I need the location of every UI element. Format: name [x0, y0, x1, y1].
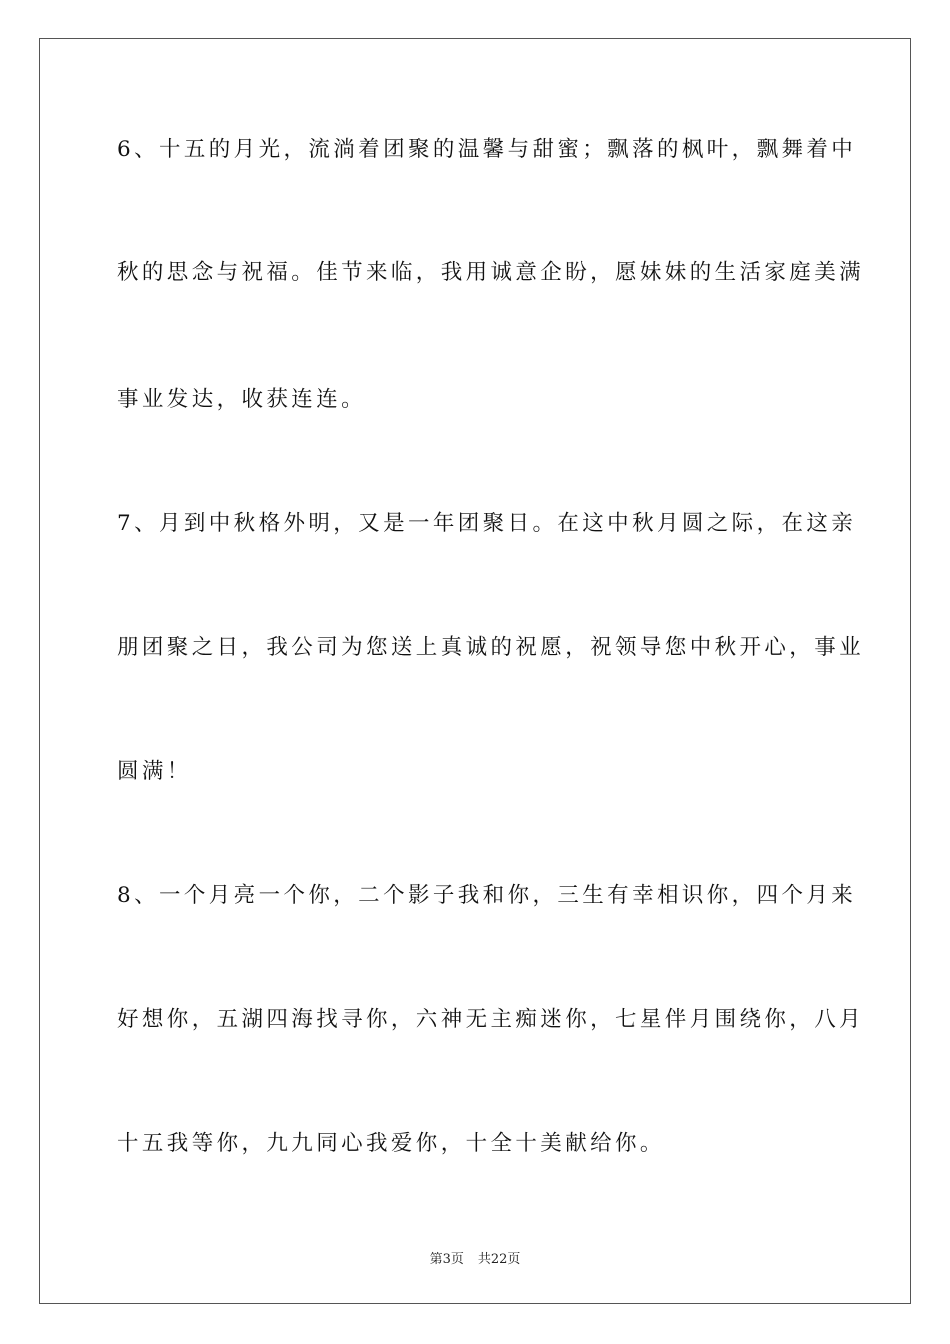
text-line: 事业发达，收获连连。 [117, 387, 367, 412]
page-total: 共22页 [477, 1252, 521, 1267]
text-line: 秋的思念与祝福。佳节来临，我用诚意企盼，愿妹妹的生活家庭美满 [117, 260, 865, 285]
text-line: 7、月到中秋格外明，又是一年团聚日。在这中秋月圆之际，在这亲 [117, 511, 857, 536]
text-line: 十五我等你，九九同心我爱你，十全十美献给你。 [117, 1131, 665, 1156]
text-line: 圆满！ [117, 759, 192, 784]
text-line: 6、十五的月光，流淌着团聚的温馨与甜蜜；飘落的枫叶，飘舞着中 [117, 137, 857, 162]
text-line: 好想你，五湖四海找寻你，六神无主痴迷你，七星伴月围绕你，八月 [117, 1007, 865, 1032]
page-footer [0, 1248, 950, 1267]
text-line: 8、一个月亮一个你，二个影子我和你，三生有幸相识你，四个月来 [117, 883, 857, 908]
text-line: 朋团聚之日，我公司为您送上真诚的祝愿，祝领导您中秋开心，事业 [117, 635, 865, 660]
page-border [39, 38, 911, 1304]
page-number: 第3页 [429, 1252, 464, 1267]
